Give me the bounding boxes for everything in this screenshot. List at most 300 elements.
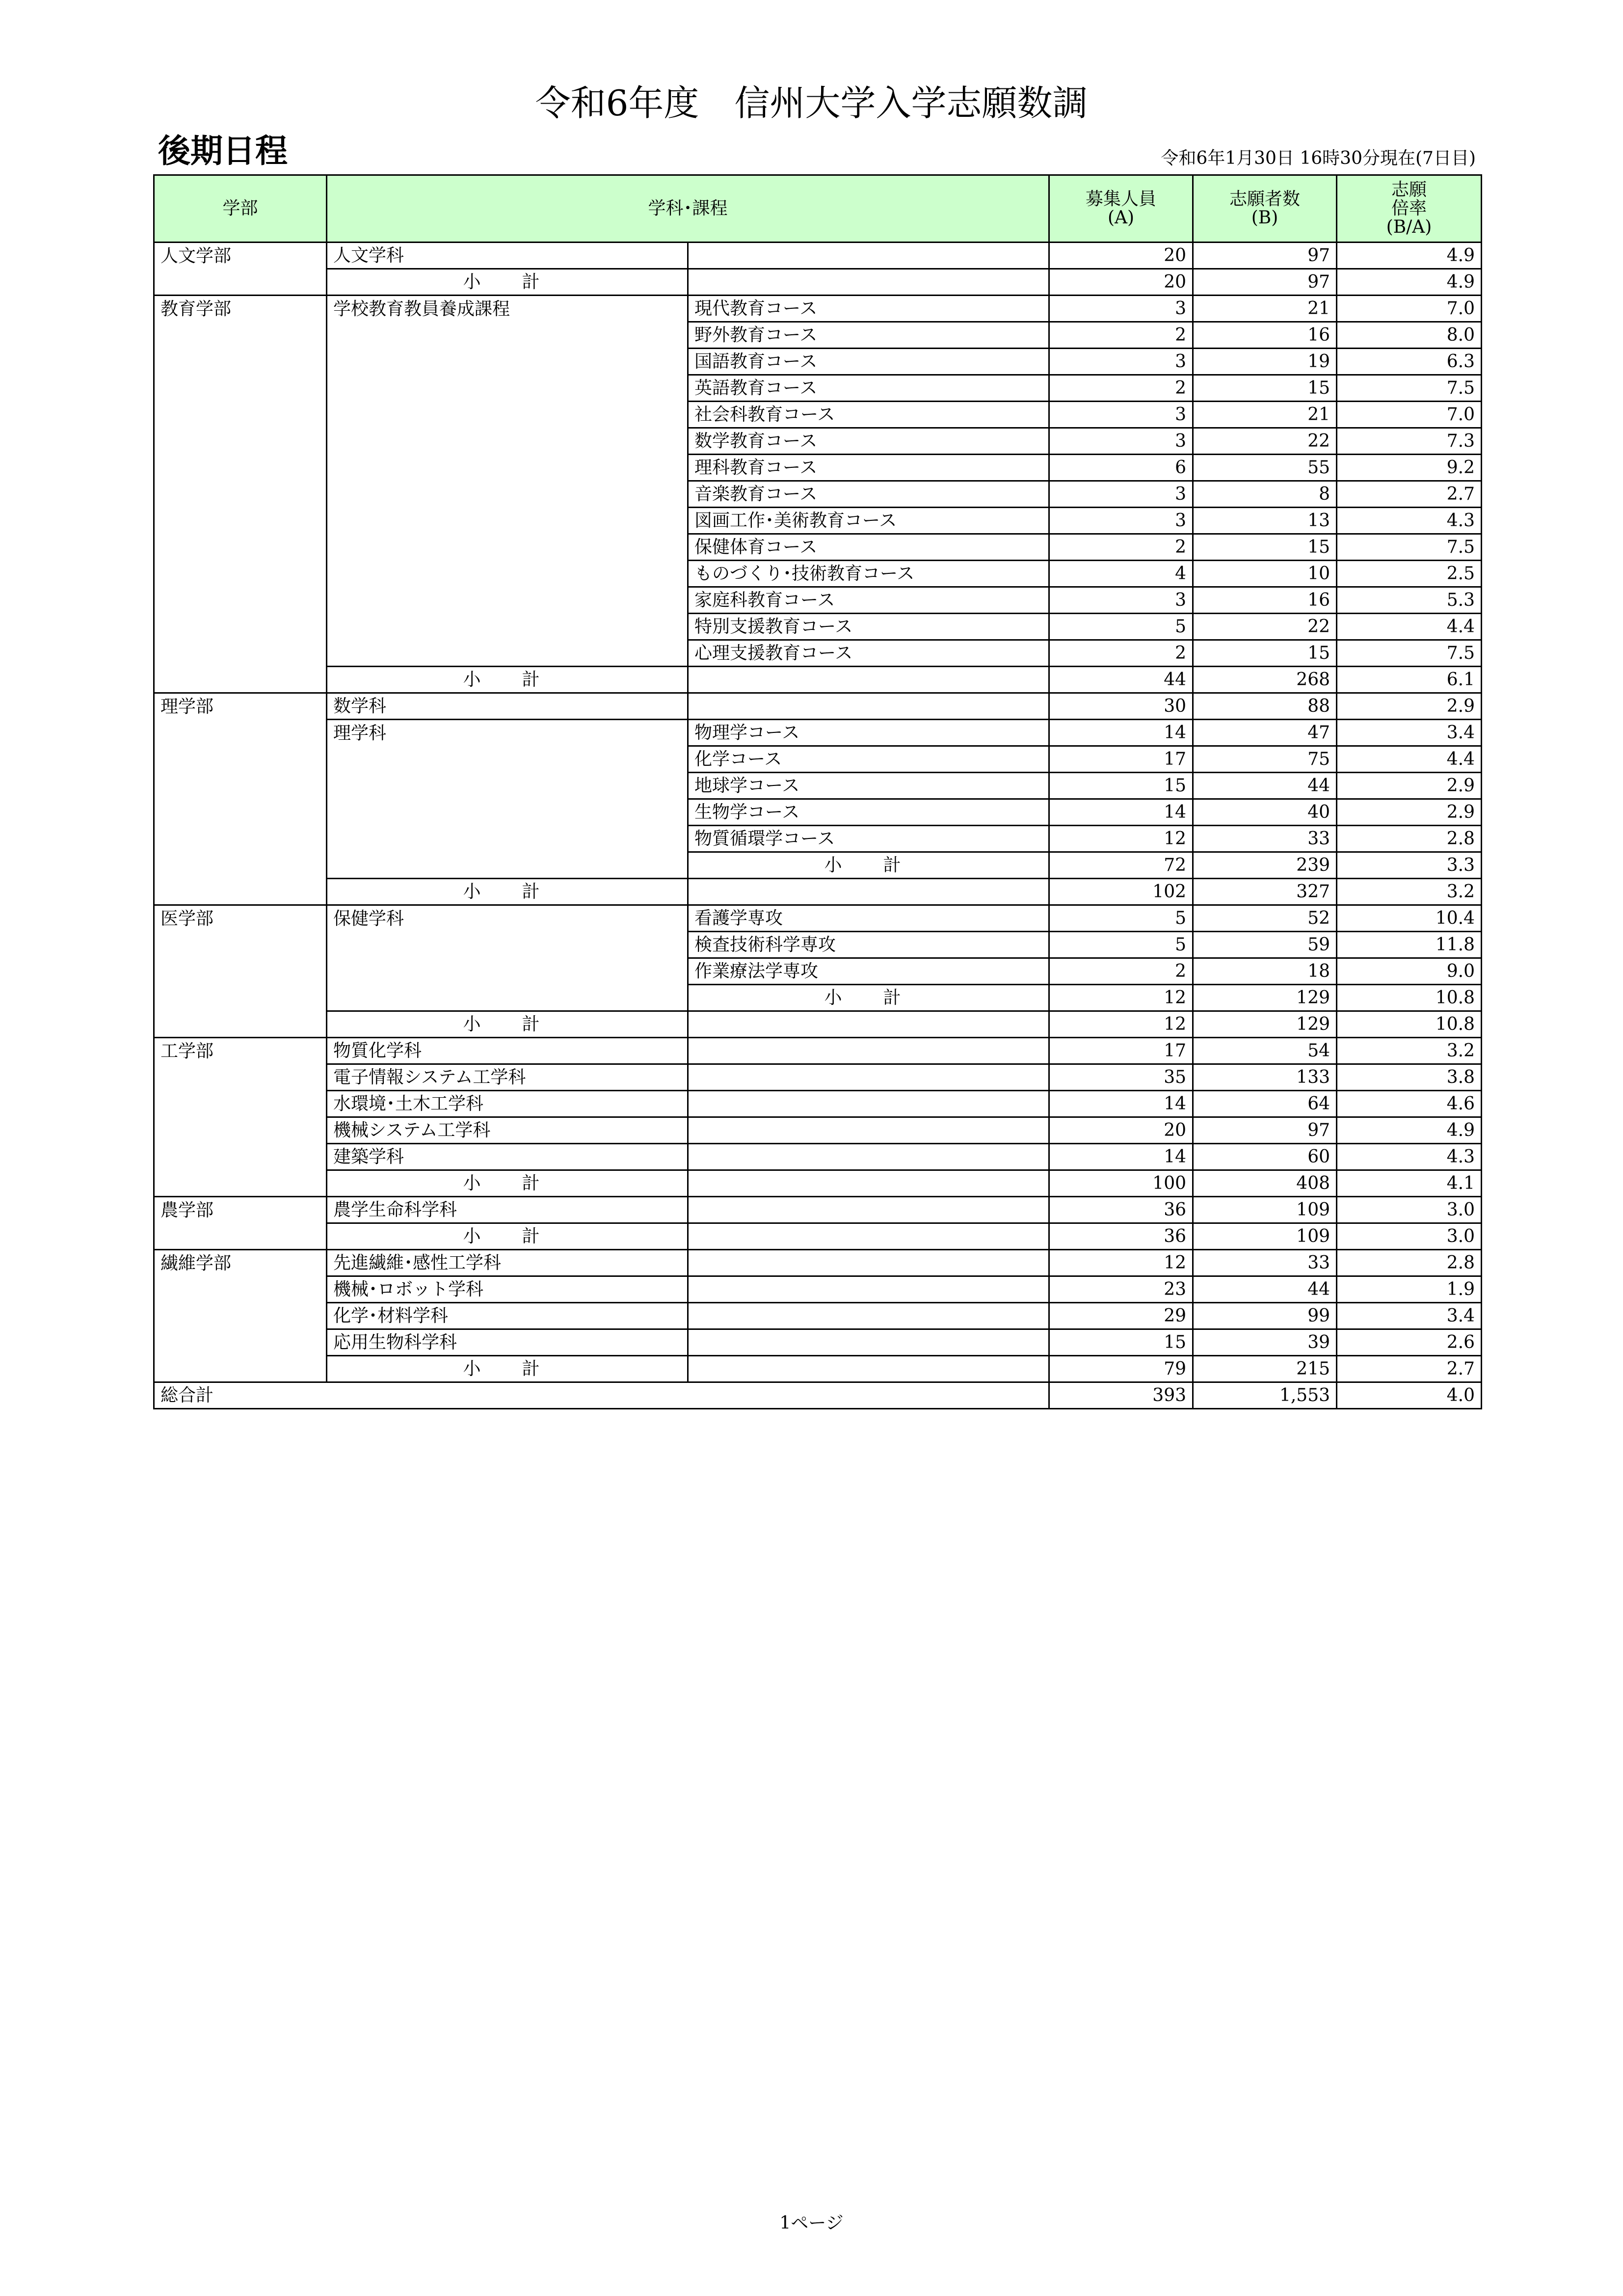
table-row [154,534,1482,561]
faculty-cell [154,402,327,428]
applicants-cell: 40 [1193,799,1337,826]
course-cell [688,667,1049,693]
subtotal-row [154,269,1482,296]
applicants-cell: 52 [1193,905,1337,932]
header-applicants-line2: (B) [1251,208,1278,228]
applicants-cell: 33 [1193,1250,1337,1276]
course-cell [688,1223,1049,1250]
faculty-cell [154,932,327,958]
ratio-cell: 7.0 [1337,296,1482,322]
capacity-cell: 5 [1049,932,1193,958]
table-row [154,826,1482,852]
applicants-cell: 15 [1193,375,1337,402]
table-row [154,746,1482,773]
ratio-cell: 7.3 [1337,428,1482,455]
course-cell: 心理支援教育コース [688,640,1049,667]
table-row [154,243,1482,269]
applicants-cell: 13 [1193,508,1337,534]
ratio-cell: 7.5 [1337,375,1482,402]
table-row [154,508,1482,534]
subtotal-label: 小 計 [327,269,688,296]
applicants-cell: 33 [1193,826,1337,852]
dept-cell: 先進繊維･感性工学科 [327,1250,688,1276]
faculty-cell [154,879,327,905]
total-ratio: 4.0 [1337,1382,1482,1409]
course-cell: 生物学コース [688,799,1049,826]
faculty-cell [154,561,327,587]
dept-cell [327,508,688,534]
course-subtotal-label: 小 計 [688,985,1049,1011]
ratio-cell: 4.3 [1337,1144,1482,1170]
page-number: 1ページ [779,2213,844,2233]
applicants-cell: 109 [1193,1197,1337,1223]
applicants-cell: 64 [1193,1091,1337,1117]
course-cell: 物質循環学コース [688,826,1049,852]
table-row [154,693,1482,720]
faculty-cell [154,1329,327,1356]
header-faculty: 学部 [154,175,327,243]
faculty-cell [154,269,327,296]
table-row [154,1276,1482,1303]
capacity-cell: 44 [1049,667,1193,693]
capacity-cell: 4 [1049,561,1193,587]
table-row [154,1038,1482,1064]
capacity-cell: 36 [1049,1197,1193,1223]
dept-cell [327,773,688,799]
applicants-cell: 97 [1193,243,1337,269]
faculty-cell [154,1117,327,1144]
capacity-cell: 3 [1049,508,1193,534]
capacity-cell: 35 [1049,1064,1193,1091]
table-row [154,455,1482,481]
capacity-cell: 72 [1049,852,1193,879]
faculty-cell [154,958,327,985]
dept-cell: 水環境･土木工学科 [327,1091,688,1117]
dept-cell [327,402,688,428]
dept-cell [327,375,688,402]
applicants-cell: 133 [1193,1064,1337,1091]
ratio-cell: 2.9 [1337,799,1482,826]
capacity-cell: 3 [1049,296,1193,322]
capacity-cell: 2 [1049,958,1193,985]
applicants-cell: 239 [1193,852,1337,879]
course-cell [688,879,1049,905]
course-subtotal-label: 小 計 [688,852,1049,879]
ratio-cell: 3.8 [1337,1064,1482,1091]
dept-cell [327,534,688,561]
faculty-cell [154,720,327,746]
header-applicants-line1: 志願者数 [1229,189,1301,209]
capacity-cell: 2 [1049,375,1193,402]
applicants-cell: 15 [1193,534,1337,561]
capacity-cell: 14 [1049,720,1193,746]
capacity-cell: 17 [1049,746,1193,773]
ratio-cell: 4.1 [1337,1170,1482,1197]
dept-cell: 数学科 [327,693,688,720]
capacity-cell: 5 [1049,614,1193,640]
ratio-cell: 4.9 [1337,269,1482,296]
table-row [154,428,1482,455]
applicants-cell: 129 [1193,985,1337,1011]
ratio-cell: 9.2 [1337,455,1482,481]
header-capacity [1049,175,1193,243]
faculty-cell [154,667,327,693]
subtotal-row [154,1170,1482,1197]
ratio-cell: 7.5 [1337,534,1482,561]
dept-cell: 保健学科 [327,905,688,932]
dept-cell [327,799,688,826]
course-cell: 数学教育コース [688,428,1049,455]
course-cell [688,1170,1049,1197]
capacity-cell: 20 [1049,243,1193,269]
total-label: 総合計 [154,1382,1049,1409]
dept-cell [327,826,688,852]
dept-cell [327,746,688,773]
ratio-cell: 7.0 [1337,402,1482,428]
ratio-cell: 2.8 [1337,1250,1482,1276]
course-cell [688,269,1049,296]
table-row [154,958,1482,985]
dept-cell: 電子情報システム工学科 [327,1064,688,1091]
applicants-cell: 16 [1193,587,1337,614]
applicants-cell: 59 [1193,932,1337,958]
ratio-cell: 4.9 [1337,1117,1482,1144]
faculty-cell: 医学部 [154,905,327,932]
capacity-cell: 3 [1049,428,1193,455]
capacity-cell: 12 [1049,985,1193,1011]
applicants-cell: 60 [1193,1144,1337,1170]
capacity-cell: 3 [1049,349,1193,375]
table-row [154,720,1482,746]
header-ratio-line3: (B/A) [1386,217,1432,237]
course-cell: ものづくり･技術教育コース [688,561,1049,587]
applicants-cell: 21 [1193,402,1337,428]
applicants-cell: 97 [1193,1117,1337,1144]
capacity-cell: 3 [1049,402,1193,428]
table-row [154,1197,1482,1223]
capacity-cell: 5 [1049,905,1193,932]
faculty-cell [154,481,327,508]
applicants-cell: 129 [1193,1011,1337,1038]
capacity-cell: 15 [1049,1329,1193,1356]
ratio-cell: 2.9 [1337,693,1482,720]
capacity-cell: 17 [1049,1038,1193,1064]
table-row [154,561,1482,587]
ratio-cell: 1.9 [1337,1276,1482,1303]
ratio-cell: 8.0 [1337,322,1482,349]
faculty-cell [154,1064,327,1091]
ratio-cell: 5.3 [1337,587,1482,614]
capacity-cell: 20 [1049,1117,1193,1144]
ratio-cell: 3.3 [1337,852,1482,879]
capacity-cell: 14 [1049,799,1193,826]
faculty-cell [154,587,327,614]
table-row [154,1303,1482,1329]
capacity-cell: 2 [1049,640,1193,667]
faculty-cell: 人文学部 [154,243,327,269]
table-row [154,614,1482,640]
course-cell [688,1011,1049,1038]
applicants-cell: 15 [1193,640,1337,667]
dept-cell [327,614,688,640]
ratio-cell: 2.7 [1337,1356,1482,1382]
faculty-cell: 繊維学部 [154,1250,327,1276]
table-row [154,402,1482,428]
dept-cell: 応用生物科学科 [327,1329,688,1356]
dept-cell [327,428,688,455]
ratio-cell: 2.5 [1337,561,1482,587]
table-row [154,932,1482,958]
table-row [154,1144,1482,1170]
faculty-cell [154,1223,327,1250]
course-cell: 野外教育コース [688,322,1049,349]
table-row [154,985,1482,1011]
capacity-cell: 29 [1049,1303,1193,1329]
dept-cell [327,561,688,587]
ratio-cell: 7.5 [1337,640,1482,667]
ratio-cell: 4.4 [1337,614,1482,640]
course-cell [688,1276,1049,1303]
dept-cell [327,349,688,375]
ratio-cell: 10.4 [1337,905,1482,932]
faculty-cell [154,746,327,773]
applicants-table [153,174,1482,1409]
dept-cell: 理学科 [327,720,688,746]
faculty-cell [154,322,327,349]
capacity-cell: 30 [1049,693,1193,720]
course-cell: 英語教育コース [688,375,1049,402]
faculty-cell [154,508,327,534]
faculty-cell: 工学部 [154,1038,327,1064]
applicants-cell: 75 [1193,746,1337,773]
applicants-cell: 215 [1193,1356,1337,1382]
header-capacity-line2: (A) [1107,208,1135,228]
ratio-cell: 2.9 [1337,773,1482,799]
header-ratio-line2: 倍率 [1391,198,1427,218]
capacity-cell: 23 [1049,1276,1193,1303]
faculty-cell [154,428,327,455]
table-row [154,773,1482,799]
capacity-cell: 6 [1049,455,1193,481]
dept-cell: 物質化学科 [327,1038,688,1064]
applicants-cell: 21 [1193,296,1337,322]
dept-cell: 機械･ロボット学科 [327,1276,688,1303]
ratio-cell: 3.4 [1337,1303,1482,1329]
capacity-cell: 12 [1049,1250,1193,1276]
schedule-heading: 後期日程 [158,132,288,170]
course-cell [688,1329,1049,1356]
table-row [154,481,1482,508]
applicants-cell: 22 [1193,614,1337,640]
ratio-cell: 4.4 [1337,746,1482,773]
dept-cell [327,455,688,481]
total-row [154,1382,1482,1409]
course-cell: 理科教育コース [688,455,1049,481]
dept-cell [327,852,688,879]
ratio-cell: 2.8 [1337,826,1482,852]
table-row [154,852,1482,879]
applicants-cell: 22 [1193,428,1337,455]
course-cell [688,1064,1049,1091]
applicants-cell: 268 [1193,667,1337,693]
course-cell [688,1091,1049,1117]
faculty-cell [154,1144,327,1170]
capacity-cell: 100 [1049,1170,1193,1197]
ratio-cell: 9.0 [1337,958,1482,985]
subtotal-label: 小 計 [327,1356,688,1382]
faculty-cell [154,349,327,375]
faculty-cell: 理学部 [154,693,327,720]
course-cell [688,1197,1049,1223]
table-row [154,1250,1482,1276]
faculty-cell: 教育学部 [154,296,327,322]
course-cell: 家庭科教育コース [688,587,1049,614]
applicants-cell: 39 [1193,1329,1337,1356]
faculty-cell [154,985,327,1011]
ratio-cell: 4.6 [1337,1091,1482,1117]
subtotal-row [154,667,1482,693]
faculty-cell [154,614,327,640]
course-cell: 図画工作･美術教育コース [688,508,1049,534]
capacity-cell: 36 [1049,1223,1193,1250]
applicants-cell: 47 [1193,720,1337,746]
ratio-cell: 10.8 [1337,1011,1482,1038]
course-cell: 特別支援教育コース [688,614,1049,640]
course-cell: 看護学専攻 [688,905,1049,932]
table-row [154,905,1482,932]
course-cell [688,1117,1049,1144]
table-header-row [154,175,1482,243]
header-ratio-line1: 志願 [1391,180,1427,200]
table-body [154,243,1482,1409]
dept-cell [327,322,688,349]
faculty-cell [154,455,327,481]
dept-cell: 人文学科 [327,243,688,269]
dept-cell: 機械システム工学科 [327,1117,688,1144]
course-cell [688,1038,1049,1064]
dept-cell: 農学生命科学科 [327,1197,688,1223]
applicants-cell: 88 [1193,693,1337,720]
table-row [154,1117,1482,1144]
total-applicants: 1,553 [1193,1382,1337,1409]
course-cell [688,243,1049,269]
table-row [154,375,1482,402]
header-applicants [1193,175,1337,243]
capacity-cell: 2 [1049,534,1193,561]
course-cell [688,1356,1049,1382]
faculty-cell [154,852,327,879]
applicants-cell: 408 [1193,1170,1337,1197]
faculty-cell [154,773,327,799]
applicants-cell: 55 [1193,455,1337,481]
applicants-cell: 54 [1193,1038,1337,1064]
table-row [154,799,1482,826]
ratio-cell: 3.2 [1337,1038,1482,1064]
course-cell: 物理学コース [688,720,1049,746]
capacity-cell: 12 [1049,1011,1193,1038]
ratio-cell: 3.2 [1337,879,1482,905]
capacity-cell: 2 [1049,322,1193,349]
faculty-cell [154,375,327,402]
capacity-cell: 14 [1049,1144,1193,1170]
course-cell: 国語教育コース [688,349,1049,375]
ratio-cell: 3.0 [1337,1197,1482,1223]
applicants-cell: 16 [1193,322,1337,349]
course-cell [688,1303,1049,1329]
applicants-cell: 327 [1193,879,1337,905]
course-cell: 検査技術科学専攻 [688,932,1049,958]
subtotal-row [154,1223,1482,1250]
page-title: 令和6年度 信州大学入学志願数調 [535,82,1088,124]
faculty-cell [154,1303,327,1329]
faculty-cell [154,1091,327,1117]
capacity-cell: 12 [1049,826,1193,852]
course-cell [688,693,1049,720]
ratio-cell: 10.8 [1337,985,1482,1011]
table-row [154,640,1482,667]
faculty-cell [154,1011,327,1038]
table-row [154,1064,1482,1091]
capacity-cell: 15 [1049,773,1193,799]
subtotal-row [154,1356,1482,1382]
dept-cell: 建築学科 [327,1144,688,1170]
applicants-cell: 8 [1193,481,1337,508]
table-row [154,1329,1482,1356]
subtotal-row [154,879,1482,905]
faculty-cell [154,1170,327,1197]
capacity-cell: 20 [1049,269,1193,296]
applicants-cell: 19 [1193,349,1337,375]
course-cell: 化学コース [688,746,1049,773]
capacity-cell: 102 [1049,879,1193,905]
faculty-cell [154,1356,327,1382]
ratio-cell: 11.8 [1337,932,1482,958]
capacity-cell: 79 [1049,1356,1193,1382]
capacity-cell: 3 [1049,481,1193,508]
dept-cell [327,640,688,667]
faculty-cell [154,1276,327,1303]
subtotal-label: 小 計 [327,879,688,905]
applicants-cell: 109 [1193,1223,1337,1250]
capacity-cell: 14 [1049,1091,1193,1117]
applicants-cell: 97 [1193,269,1337,296]
dept-cell: 学校教育教員養成課程 [327,296,688,322]
ratio-cell: 4.9 [1337,243,1482,269]
applicants-cell: 99 [1193,1303,1337,1329]
ratio-cell: 3.4 [1337,720,1482,746]
table-row [154,349,1482,375]
ratio-cell: 2.6 [1337,1329,1482,1356]
faculty-cell [154,534,327,561]
applicants-cell: 44 [1193,773,1337,799]
subtotal-label: 小 計 [327,1170,688,1197]
dept-cell [327,481,688,508]
applicants-cell: 18 [1193,958,1337,985]
faculty-cell: 農学部 [154,1197,327,1223]
table-row [154,322,1482,349]
dept-cell: 化学･材料学科 [327,1303,688,1329]
ratio-cell: 3.0 [1337,1223,1482,1250]
table-row [154,296,1482,322]
dept-cell [327,985,688,1011]
subtotal-row [154,1011,1482,1038]
ratio-cell: 4.3 [1337,508,1482,534]
header-dept: 学科･課程 [327,175,1049,243]
as-of-timestamp: 令和6年1月30日 16時30分現在(7日目) [1161,148,1476,168]
faculty-cell [154,826,327,852]
course-cell: 社会科教育コース [688,402,1049,428]
course-cell: 保健体育コース [688,534,1049,561]
